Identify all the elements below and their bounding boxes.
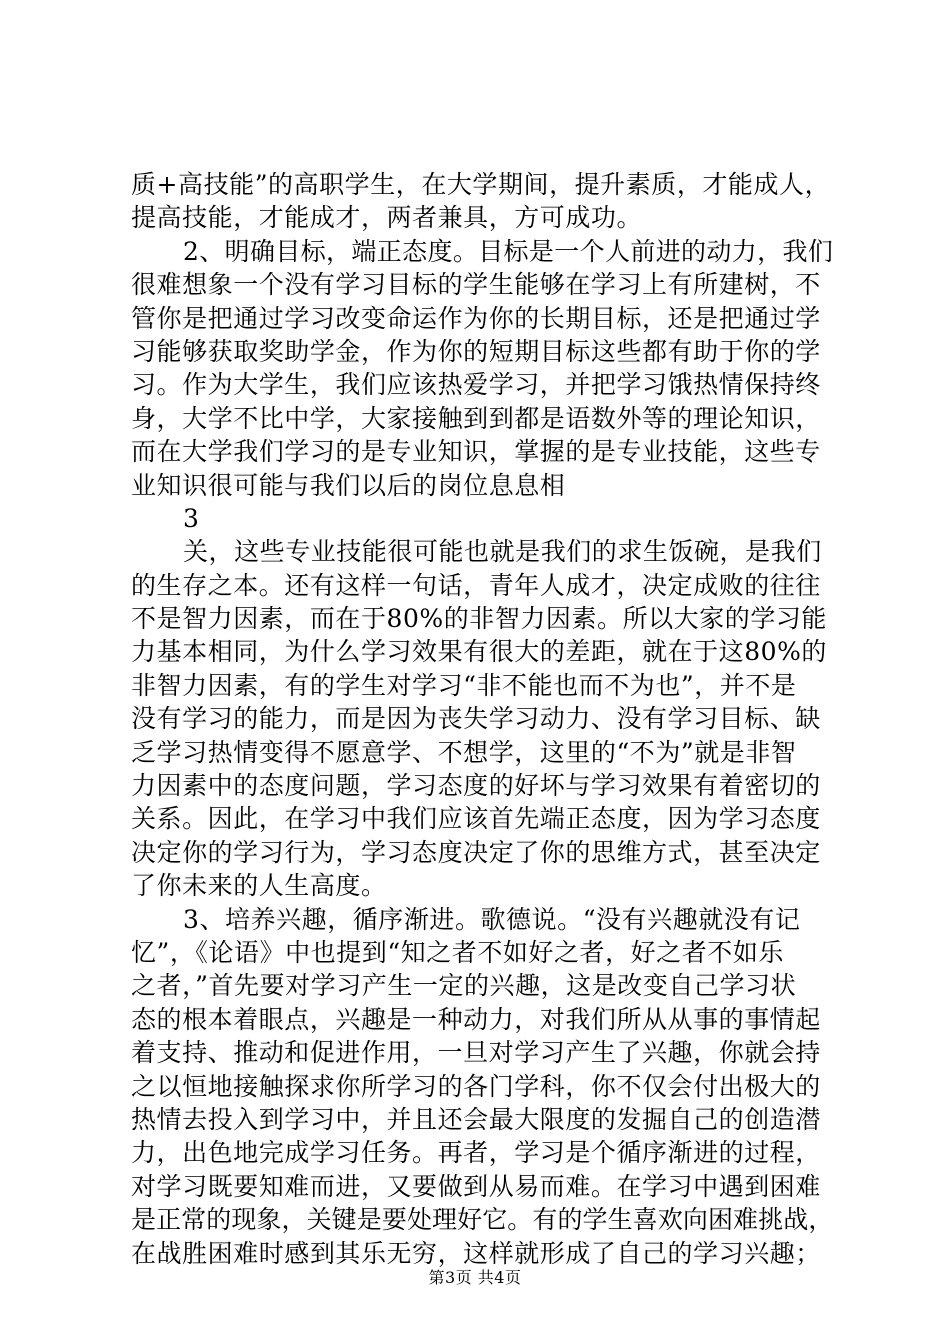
body-text [131,168,833,1270]
text-line: 提高技能，才能成才，两者兼具，方可成功。 [131,203,643,233]
text-line: 之者，”首先要对学习产生一定的兴趣，这是改变自己学习状 [131,971,797,1001]
text-line: 在战胜困难时感到其乐无穷，这样就形成了自己的学习兴趣； [131,1238,821,1268]
text-line: 业知识很可能与我们以后的岗位息息相 [131,470,566,500]
text-line: 2、明确目标，端正态度。目标是一个人前进的动力，我们 [183,236,834,266]
page-footer: 第3页 共4页 [428,1268,522,1287]
text-line: 的生存之本。还有这样一句话，青年人成才，决定成败的往往 [131,570,821,600]
text-line: 力基本相同，为什么学习效果有很大的差距，就在于这80%的 [131,637,827,667]
text-line: 很难想象一个没有学习目标的学生能够在学习上有所建树，不 [131,270,821,300]
text-line: 是正常的现象，关键是要处理好它。有的学生喜欢向困难挑战， [131,1205,834,1235]
text-line: 身，大学不比中学，大家接触到到都是语数外等的理论知识， [131,403,821,433]
text-line: 之以恒地接触探求你所学习的各门学科，你不仅会付出极大的 [131,1071,821,1101]
text-line: 质+高技能”的高职学生，在大学期间，提升素质，才能成人， [131,170,831,199]
text-line: 3 [183,503,200,533]
text-line: 而在大学我们学习的是专业知识，掌握的是专业技能，这些专 [131,437,821,467]
text-line: 3、培养兴趣，循序渐进。歌德说。“没有兴趣就没有记 [183,904,801,934]
text-line: 了你未来的人生高度。 [131,871,387,901]
text-line: 态的根本着眼点，兴趣是一种动力，对我们所从从事的事情起 [131,1004,821,1034]
text-line: 忆”，《论语》中也提到“知之者不如好之者，好之者不如乐 [131,937,784,967]
text-line: 对学习既要知难而进，又要做到从易而难。在学习中遇到困难 [131,1171,821,1201]
text-line: 热情去投入到学习中，并且还会最大限度的发掘自己的创造潜 [131,1104,821,1134]
text-line: 关，这些专业技能很可能也就是我们的求生饭碗，是我们 [183,537,822,567]
text-line: 乏学习热情变得不愿意学、不想学，这里的“不为”就是非智 [131,737,797,767]
text-line: 习能够获取奖助学金，作为你的短期目标这些都有助于你的学 [131,336,821,366]
text-line: 力因素中的态度问题，学习态度的好坏与学习效果有着密切的 [131,771,821,801]
text-line: 不是智力因素，而在于80%的非智力因素。所以大家的学习能 [131,604,827,634]
text-line: 管你是把通过学习改变命运作为你的长期目标，还是把通过学 [131,303,821,333]
text-line: 力，出色地完成学习任务。再者，学习是个循序渐进的过程， [131,1138,821,1168]
text-line: 关系。因此，在学习中我们应该首先端正态度，因为学习态度 [131,804,821,834]
text-line: 决定你的学习行为，学习态度决定了你的思维方式，甚至决定 [131,837,821,867]
text-line: 非智力因素，有的学生对学习“非不能也而不为也”，并不是 [131,670,797,700]
text-line: 没有学习的能力，而是因为丧失学习动力、没有学习目标、缺 [131,704,821,734]
text-line: 习。作为大学生，我们应该热爱学习，并把学习饿热情保持终 [131,370,821,400]
text-line: 着支持、推动和促进作用，一旦对学习产生了兴趣，你就会持 [131,1038,821,1068]
